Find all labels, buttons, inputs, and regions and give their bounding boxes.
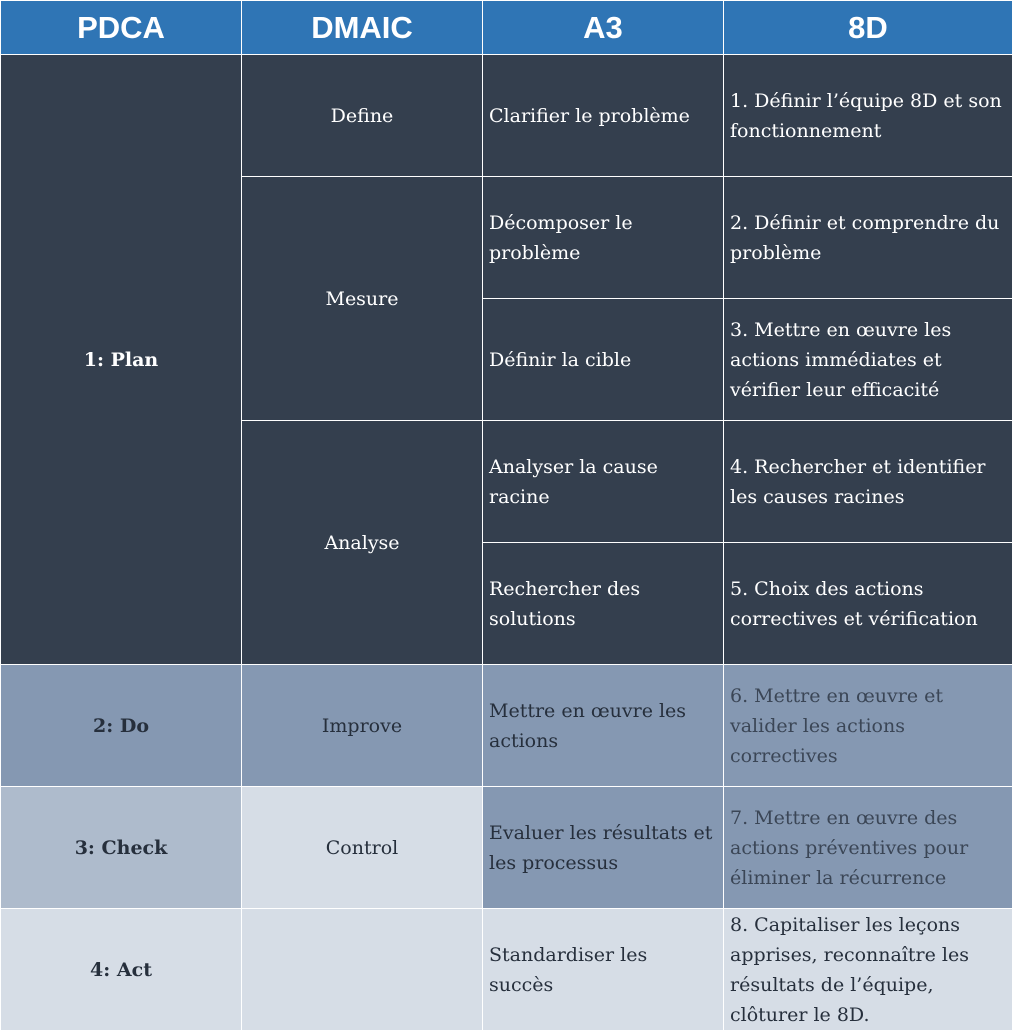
- header-row: [1, 1, 1012, 55]
- pdca-do: 2: Do: [1, 665, 242, 787]
- a3-step-6: Mettre en œuvre les actions: [483, 665, 724, 787]
- dmaic-define: Define: [242, 55, 483, 177]
- dmaic-control: Control: [242, 787, 483, 909]
- a3-step-1: Clarifier le problème: [483, 55, 724, 177]
- header-a3: A3: [483, 1, 724, 55]
- 8d-step-2: 2. Définir et comprendre du problème: [724, 177, 1012, 299]
- a3-step-3: Définir la cible: [483, 299, 724, 421]
- 8d-step-5: 5. Choix des actions correctives et vérification: [724, 543, 1012, 665]
- 8d-step-6: 6. Mettre en œuvre et valider les actions correctives: [724, 665, 1012, 787]
- dmaic-mesure: Mesure: [242, 177, 483, 421]
- dmaic-analyse: Analyse: [242, 421, 483, 665]
- header-dmaic: DMAIC: [242, 1, 483, 55]
- table-row: [1, 909, 1012, 1031]
- pdca-act: 4: Act: [1, 909, 242, 1031]
- table-row: [1, 55, 1012, 177]
- pdca-check: 3: Check: [1, 787, 242, 909]
- 8d-step-1: 1. Définir l’équipe 8D et son fonctionnement: [724, 55, 1012, 177]
- a3-step-5: Rechercher des solutions: [483, 543, 724, 665]
- 8d-step-7: 7. Mettre en œuvre des actions préventives pour éliminer la récurrence: [724, 787, 1012, 909]
- dmaic-improve: Improve: [242, 665, 483, 787]
- table-row: [1, 665, 1012, 787]
- 8d-step-3: 3. Mettre en œuvre les actions immédiates et vérifier leur efficacité: [724, 299, 1012, 421]
- header-8d: 8D: [724, 1, 1012, 55]
- pdca-plan: 1: Plan: [1, 55, 242, 665]
- a3-step-7: Evaluer les résultats et les processus: [483, 787, 724, 909]
- 8d-step-8: 8. Capitaliser les leçons apprises, reconnaître les résultats de l’équipe, clôturer le 8D.: [724, 909, 1012, 1031]
- 8d-step-4: 4. Rechercher et identifier les causes racines: [724, 421, 1012, 543]
- a3-step-4: Analyser la cause racine: [483, 421, 724, 543]
- dmaic-empty: [242, 909, 483, 1031]
- table-row: [1, 787, 1012, 909]
- header-pdca: PDCA: [1, 1, 242, 55]
- a3-step-8: Standardiser les succès: [483, 909, 724, 1031]
- a3-step-2: Décomposer le problème: [483, 177, 724, 299]
